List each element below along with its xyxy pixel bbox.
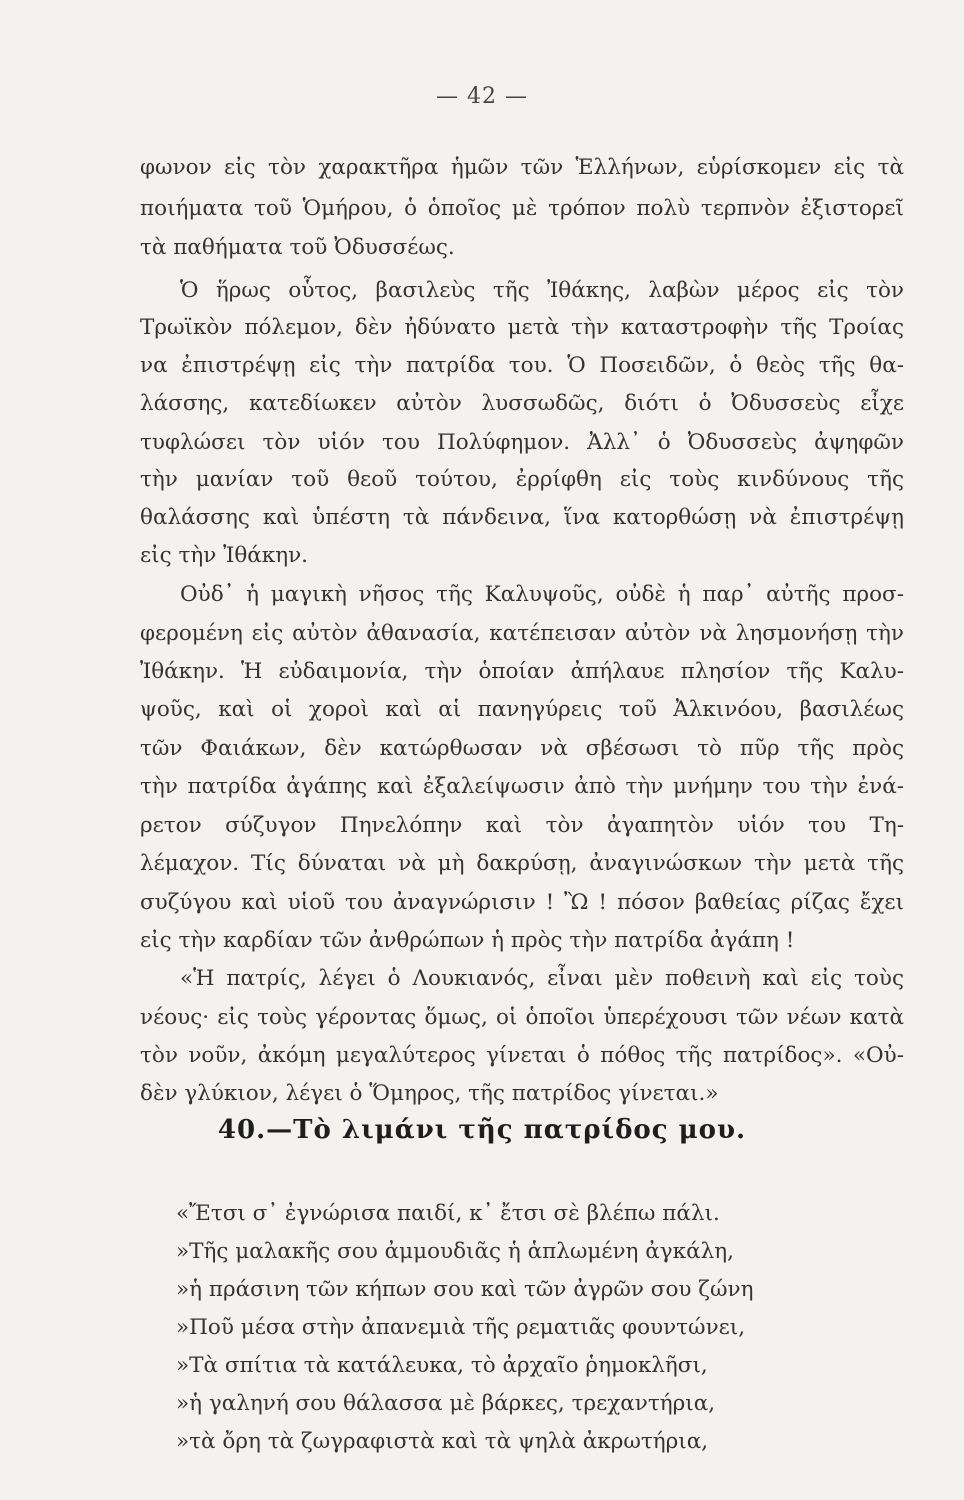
poem-line: »ἡ γαληνή σου θάλασσα μὲ βάρκες, τρεχαντήρια, <box>176 1391 716 1416</box>
prose-line: τὰ παθήματα τοῦ Ὀδυσσέως. <box>140 235 455 260</box>
poem-line: »τὰ ὄρη τὰ ζωγραφιστὰ καὶ τὰ ψηλὰ ἀκρωτήρια, <box>176 1429 709 1454</box>
prose-line: θαλάσσης καὶ ὑπέστη τὰ πάνδεινα, ἵνα κατορθώσῃ νὰ ἐπιστρέψῃ <box>140 505 904 530</box>
prose-line: λέμαχον. Τίς δύναται νὰ μὴ δακρύσῃ, ἀναγινώσκων τὴν μετὰ τῆς <box>140 851 904 876</box>
prose-line: συζύγου καὶ υἱοῦ του ἀναγνώρισιν ! Ὢ ! πόσον βαθείας ρίζας ἔχει <box>140 890 904 915</box>
prose-line: τυφλώσει τὸν υἱόν του Πολύφημον. Ἀλλ᾽ ὁ Ὀδυσσεὺς ἀψηφῶν <box>140 430 904 455</box>
prose-line: ποιήματα τοῦ Ὁμήρου, ὁ ὁποῖος μὲ τρόπον πολὺ τερπνὸν ἐξιστορεῖ <box>140 196 904 221</box>
prose-line: φερομένη εἰς αὐτὸν ἀθανασία, κατέπεισαν αὐτὸν νὰ λησμονήσῃ τὴν <box>140 621 904 646</box>
prose-line: τὸν νοῦν, ἀκόμη μεγαλύτερος γίνεται ὁ πόθος τῆς πατρίδος». «Οὐ- <box>140 1043 904 1068</box>
prose-line: Ἰθάκην. Ἡ εὐδαιμονία, τὴν ὁποίαν ἀπήλαυε πλησίον τῆς Καλυ- <box>140 659 904 684</box>
prose-line: εἰς τὴν Ἰθάκην. <box>140 543 309 568</box>
prose-line: «Ἡ πατρίς, λέγει ὁ Λουκιανός, εἶναι μὲν ποθεινὴ καὶ εἰς τοὺς <box>180 966 904 991</box>
prose-line: Ὁ ἥρως οὗτος, βασιλεὺς τῆς Ἰθάκης, λαβὼν μέρος εἰς τὸν <box>180 278 904 303</box>
poem-line: »Ποῦ μέσα στὴν ἀπανεμιὰ τῆς ρεματιᾶς φουντώνει, <box>176 1315 746 1340</box>
prose-line: τὴν πατρίδα ἀγάπης καὶ ἐξαλείψωσιν ἀπὸ τὴν μνήμην του τὴν ἐνά- <box>140 774 904 799</box>
prose-line: νέους· εἰς τοὺς γέροντας ὅμως, οἱ ὁποῖοι ὑπερέχουσι τῶν νέων κατὰ <box>140 1005 904 1030</box>
prose-line: ρετον σύζυγον Πηνελόπην καὶ τὸν ἀγαπητὸν υἱόν του Τη- <box>140 813 904 838</box>
prose-line: Τρωϊκὸν πόλεμον, δὲν ἠδύνατο μετὰ τὴν καταστροφὴν τῆς Τροίας <box>140 315 904 340</box>
prose-line: φωνον εἰς τὸν χαρακτῆρα ἡμῶν τῶν Ἑλλήνων, εὑρίσκομεν εἰς τὰ <box>140 155 904 180</box>
poem-line: »Τῆς μαλακῆς σου ἀμμουδιᾶς ἡ ἁπλωμένη ἀγκάλη, <box>176 1239 734 1264</box>
section-heading: 40.—Τὸ λιμάνι τῆς πατρίδος μου. <box>217 1115 747 1145</box>
page-number: — 42 — <box>436 84 528 109</box>
prose-line: λάσσης, κατεδίωκεν αὐτὸν λυσσωδῶς, διότι ὁ Ὀδυσσεὺς εἶχε <box>140 391 904 416</box>
poem-line: «Ἔτσι σ᾽ ἐγνώρισα παιδί, κ᾽ ἔτσι σὲ βλέπω πάλι. <box>176 1201 720 1226</box>
prose-line: εἰς τὴν καρδίαν τῶν ἀνθρώπων ἡ πρὸς τὴν πατρίδα ἀγάπη ! <box>140 928 795 953</box>
prose-line: τὴν μανίαν τοῦ θεοῦ τούτου, ἐρρίφθη εἰς τοὺς κινδύνους τῆς <box>140 467 904 492</box>
prose-line: ψοῦς, καὶ οἱ χοροὶ καὶ αἱ πανηγύρεις τοῦ Ἀλκινόου, βασιλέως <box>140 697 904 722</box>
prose-line: Οὐδ᾽ ἡ μαγικὴ νῆσος τῆς Καλυψοῦς, οὐδὲ ἡ παρ᾽ αὐτῆς προσ- <box>180 582 904 607</box>
prose-line: δὲν γλύκιον, λέγει ὁ Ὅμηρος, τῆς πατρίδος γίνεται.» <box>140 1081 719 1106</box>
poem-line: »ἡ πράσινη τῶν κήπων σου καὶ τῶν ἀγρῶν σου ζώνη <box>176 1277 754 1302</box>
prose-line: τῶν Φαιάκων, δὲν κατώρθωσαν νὰ σβέσωσι τὸ πῦρ τῆς πρὸς <box>140 736 904 761</box>
prose-line: να ἐπιστρέψῃ εἰς τὴν πατρίδα του. Ὁ Ποσειδῶν, ὁ θεὸς τῆς θα- <box>140 353 904 378</box>
poem-line: »Τὰ σπίτια τὰ κατάλευκα, τὸ ἀρχαῖο ῥημοκλῆσι, <box>176 1353 708 1378</box>
